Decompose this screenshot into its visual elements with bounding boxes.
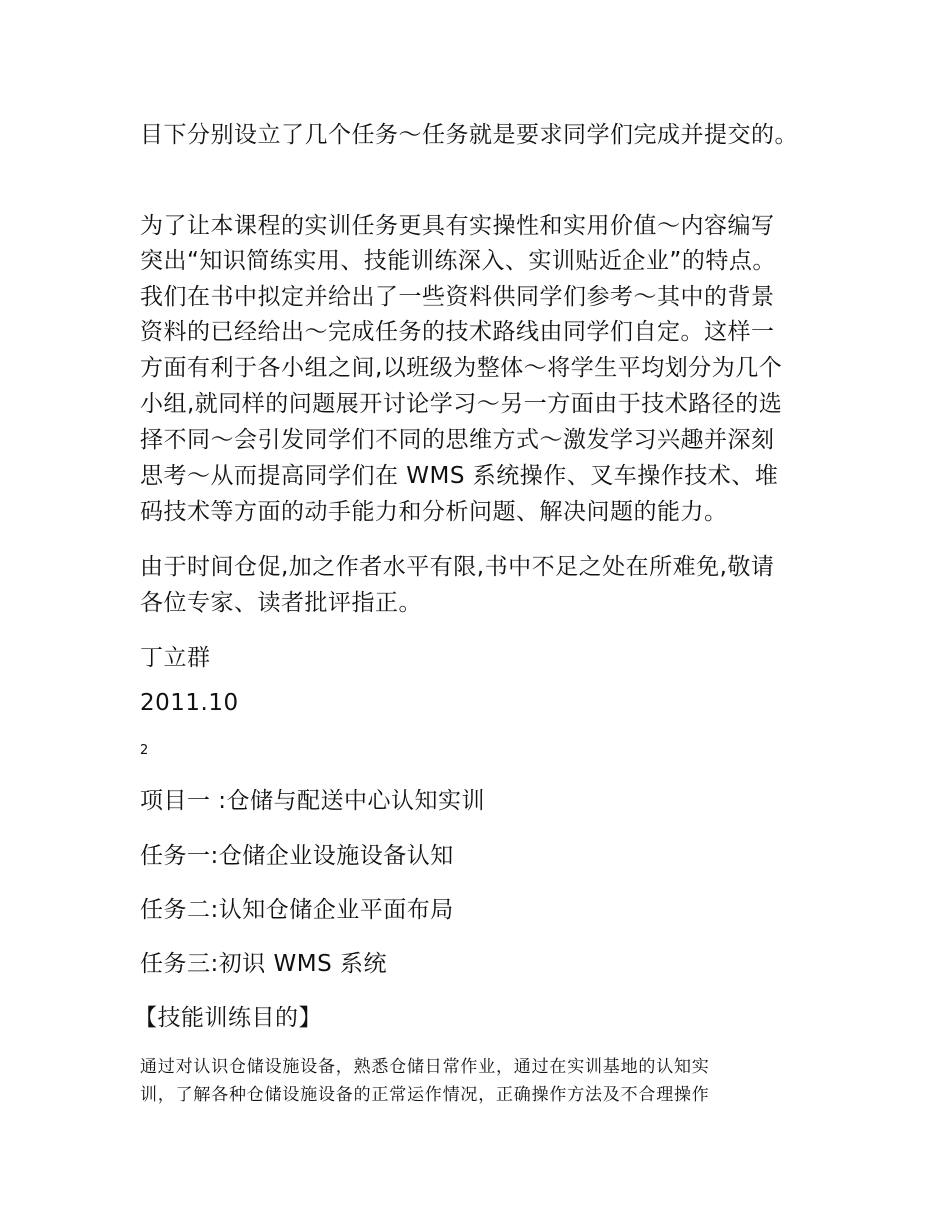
paragraph-line: 通过对认识仓储设施设备，熟悉仓储日常作业，通过在实训基地的认知实 bbox=[140, 1057, 710, 1077]
paragraph-line: 方面有利于各小组之间,以班级为整体～将学生平均划分为几个 bbox=[140, 355, 783, 381]
paragraph-line: 思考～从而提高同学们在 WMS 系统操作、叉车操作技术、堆 bbox=[140, 463, 779, 489]
paragraph-line: 我们在书中拟定并给出了一些资料供同学们参考～其中的背景 bbox=[140, 284, 775, 310]
task-item: 任务二:认知仓储企业平面布局 bbox=[140, 897, 454, 923]
paragraph-line: 由于时间仓促,加之作者水平有限,书中不足之处在所难免,敬请 bbox=[140, 554, 775, 580]
task-item: 任务一:仓储企业设施设备认知 bbox=[140, 843, 454, 869]
paragraph-line: 资料的已经给出～完成任务的技术路线由同学们自定。这样一 bbox=[140, 319, 775, 345]
paragraph-line: 突出“知识简练实用、技能训练深入、实训贴近企业”的特点。 bbox=[140, 248, 776, 274]
project-title: 项目一 :仓储与配送中心认知实训 bbox=[140, 788, 486, 814]
intro-continuation: 目下分别设立了几个任务～任务就是要求同学们完成并提交的。 bbox=[140, 122, 798, 148]
task-item: 任务三:初识 WMS 系统 bbox=[140, 951, 388, 977]
paragraph-line: 为了让本课程的实训任务更具有实操性和实用价值～内容编写 bbox=[140, 213, 775, 239]
paragraph-line: 码技术等方面的动手能力和分析问题、解决问题的能力。 bbox=[140, 499, 728, 525]
paragraph-line: 各位专家、读者批评指正。 bbox=[140, 590, 422, 616]
preface-date: 2011.10 bbox=[140, 690, 239, 716]
author-name: 丁立群 bbox=[140, 645, 211, 671]
page-number: 2 bbox=[140, 743, 149, 758]
paragraph-line: 择不同～会引发同学们不同的思维方式～激发学习兴趣并深刻 bbox=[140, 427, 775, 453]
paragraph-line: 训，了解各种仓储设施设备的正常运作情况，正确操作方法及不合理操作 bbox=[140, 1085, 710, 1105]
skill-heading: 【技能训练目的】 bbox=[134, 1005, 322, 1031]
paragraph-line: 小组,就同样的问题展开讨论学习～另一方面由于技术路径的选 bbox=[140, 391, 783, 417]
